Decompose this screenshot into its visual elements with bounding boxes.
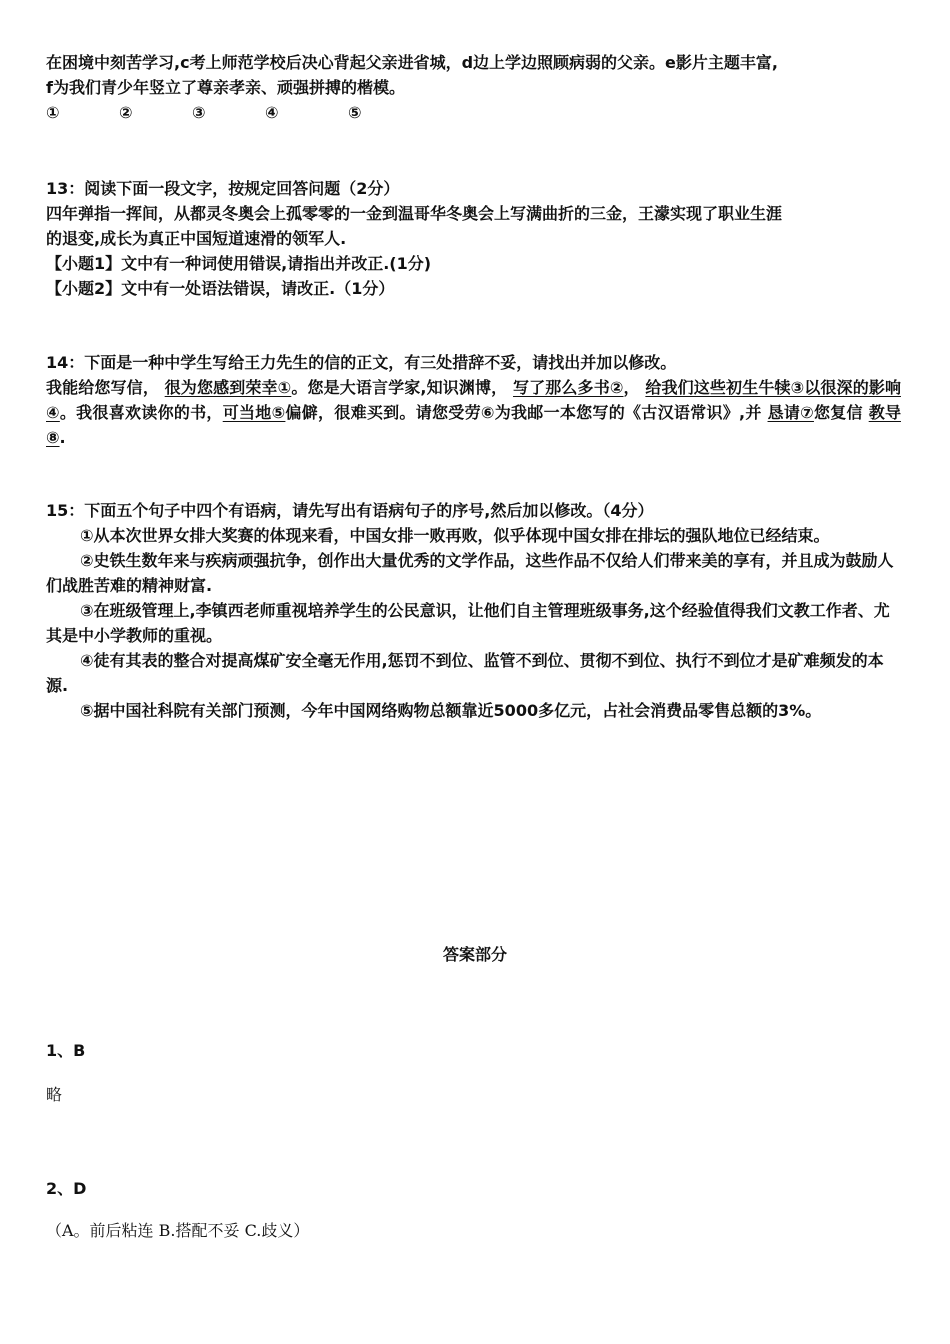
q14-seg: 您复信 (813, 403, 869, 422)
answer-1-text: 略 (46, 1085, 63, 1104)
q14-seg-underlined: 恳请⑦ (767, 403, 814, 422)
q12-options (46, 100, 901, 125)
q14-block (46, 350, 901, 450)
q15-block (46, 498, 901, 723)
q14-seg-underlined: 教导⑧ (46, 403, 901, 447)
q12-line1: 在困境中刻苦学习,c考上师范学校后决心背起父亲进省城，d边上学边照顾病弱的父亲。e影片主题丰富, (46, 53, 778, 72)
answers-heading: 答案部分 (442, 945, 507, 964)
q15-item: ②史铁生数年来与疾病顽强抗争，创作出大量优秀的文学作品，这些作品不仅给人们带来美的享有，并且成为鼓励人们战胜苦难的精神财富. (46, 551, 894, 595)
q13-subquestion-1: 【小题1】文中有一种词使用错误,请指出并改正.(1分) (46, 254, 432, 273)
q14-seg: 偏僻，很难买到。请您受劳⑥为我邮一本您写的《古汉语常识》,并 (285, 403, 768, 422)
q12-tail (46, 50, 901, 125)
q15-item: ①从本次世界女排大奖赛的体现来看，中国女排一败再败，似乎体现中国女排在排坛的强队地位已经结束。 (80, 526, 830, 545)
q12-option: ③ (192, 103, 206, 122)
q14-letter (46, 375, 901, 450)
q14-seg: . (59, 428, 66, 447)
q13-title: 13：阅读下面一段文字，按规定回答问题（2分） (46, 179, 400, 198)
q15-title: 15：下面五个句子中四个有语病，请先写出有语病句子的序号,然后加以修改。（4分） (46, 501, 654, 520)
q15-item: ③在班级管理上,李镇西老师重视培养学生的公民意识，让他们自主管理班级事务,这个经验值得我们文教工作者、尤其是中小学教师的重视。 (46, 601, 890, 645)
q14-seg: ， (623, 378, 646, 397)
q15-item: ⑤据中国社科院有关部门预测，今年中国网络购物总额靠近5000多亿元，占社会消费品零售总额的3%。 (80, 701, 822, 720)
q14-seg: 。我很喜欢读你的书， (59, 403, 223, 422)
q13-subquestion-2: 【小题2】文中有一处语法错误，请改正.（1分） (46, 279, 395, 298)
q14-title: 14：下面是一种中学生写给王力先生的信的正文，有三处措辞不妥，请找出并加以修改。 (46, 353, 677, 372)
q12-line2: f为我们青少年竖立了尊亲孝亲、顽强拼搏的楷模。 (46, 78, 405, 97)
q12-option: ⑤ (348, 103, 362, 122)
answer-2-label: 2、D (46, 1179, 87, 1198)
q12-option: ④ (265, 103, 279, 122)
q14-seg: 我能给您写信， (46, 378, 165, 397)
q12-option: ① (46, 103, 60, 122)
q15-item: ④徒有其表的整合对提高煤矿安全毫无作用,惩罚不到位、监管不到位、贯彻不到位、执行不到位才是矿难频发的本源. (46, 651, 884, 695)
q14-seg-underlined: 给我们这些初生牛犊③以很深的影响④ (46, 378, 901, 422)
q14-seg-underlined: 写了那么多书② (513, 378, 624, 397)
answer-1-label: 1、B (46, 1041, 86, 1060)
q13-block (46, 176, 901, 301)
q14-seg-underlined: 可当地⑤ (222, 403, 286, 422)
q14-seg: 。您是大语言学家,知识渊博， (291, 378, 514, 397)
q13-text-line2: 的退变,成长为真正中国短道速滑的领军人. (46, 229, 347, 248)
q14-seg-underlined: 很为您感到荣幸① (164, 378, 292, 397)
q12-option: ② (119, 103, 133, 122)
answer-2-text: （A。前后粘连 B.搭配不妥 C.歧义） (46, 1221, 310, 1240)
q13-text-line1: 四年弹指一挥间，从都灵冬奥会上孤零零的一金到温哥华冬奥会上写满曲折的三金，王濛实现了职业生涯 (46, 204, 783, 223)
